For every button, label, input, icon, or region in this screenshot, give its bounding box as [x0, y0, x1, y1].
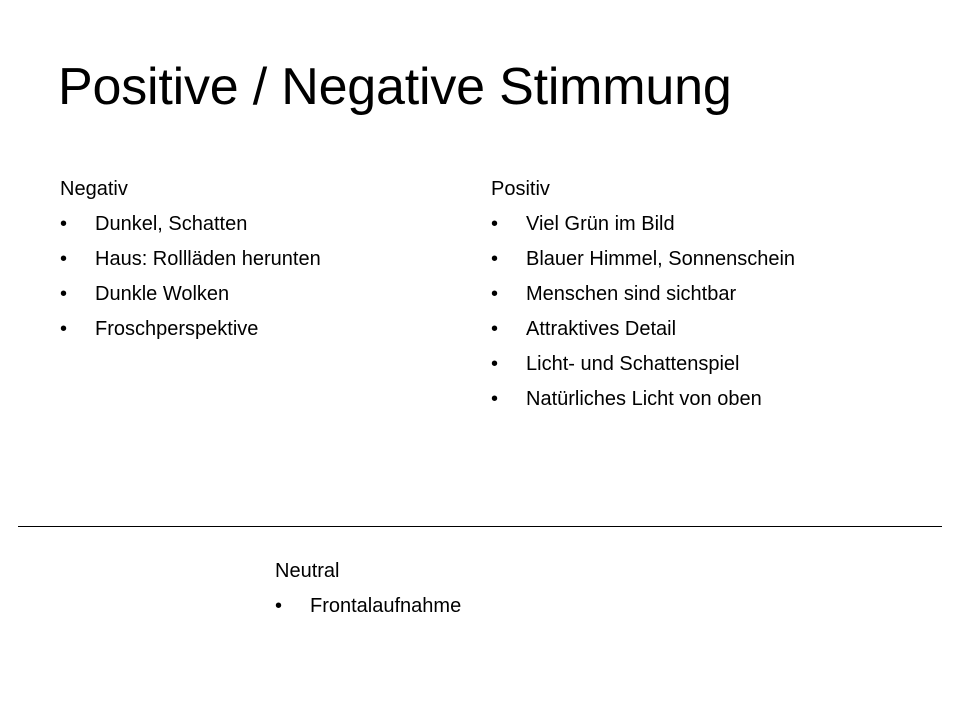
positiv-heading: Positiv [491, 178, 550, 200]
list-item [60, 280, 480, 308]
neutral-section [275, 557, 695, 627]
negativ-section [60, 175, 480, 350]
list-item-text: Blauer Himmel, Sonnenschein [526, 248, 796, 270]
positiv-section [491, 175, 911, 420]
bullet-icon: • [491, 353, 499, 375]
bullet-icon: • [491, 318, 499, 340]
list-item-text: Licht- und Schattenspiel [526, 353, 740, 375]
list-item [491, 385, 911, 413]
neutral-heading: Neutral [275, 560, 340, 582]
slide-title: Positive / Negative Stimmung [58, 58, 732, 116]
bullet-icon: • [491, 213, 499, 235]
list-item [491, 280, 911, 308]
list-item [491, 210, 911, 238]
list-item [491, 350, 911, 378]
bullet-icon: • [60, 213, 68, 235]
positiv-list [491, 210, 911, 413]
bullet-icon: • [491, 248, 499, 270]
bullet-icon: • [60, 248, 68, 270]
list-item-text: Haus: Rollläden herunten [95, 248, 321, 270]
list-item [60, 210, 480, 238]
list-item-text: Dunkel, Schatten [95, 213, 248, 235]
list-item [60, 315, 480, 343]
list-item-text: Froschperspektive [95, 318, 259, 340]
list-item-text: Attraktives Detail [526, 318, 677, 340]
bullet-icon: • [491, 388, 499, 410]
bullet-icon: • [60, 283, 68, 305]
list-item-text: Viel Grün im Bild [526, 213, 675, 235]
list-item-text: Menschen sind sichtbar [526, 283, 737, 305]
bullet-icon: • [60, 318, 68, 340]
list-item-text: Frontalaufnahme [310, 595, 462, 617]
list-item [491, 315, 911, 343]
list-item-text: Dunkle Wolken [95, 283, 230, 305]
list-item [491, 245, 911, 273]
neutral-list [275, 592, 695, 620]
list-item [60, 245, 480, 273]
list-item-text: Natürliches Licht von oben [526, 388, 762, 410]
negativ-list [60, 210, 480, 343]
negativ-heading: Negativ [60, 178, 128, 200]
divider-line [18, 526, 942, 527]
bullet-icon: • [275, 595, 283, 617]
bullet-icon: • [491, 283, 499, 305]
list-item [275, 592, 695, 620]
